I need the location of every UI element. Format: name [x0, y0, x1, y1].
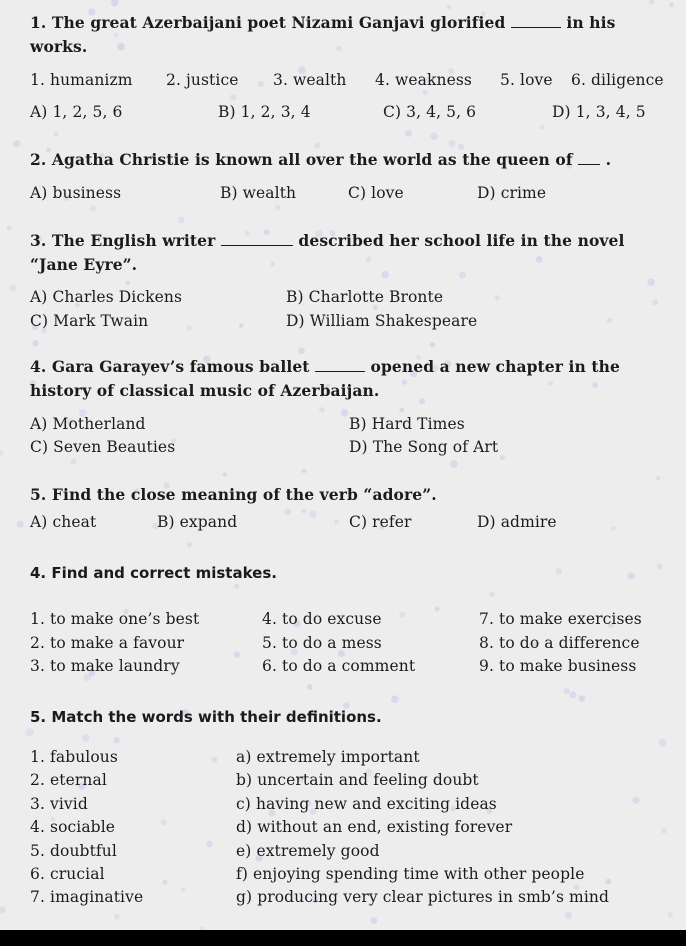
collocation-item: 5. to do a mess	[262, 634, 382, 652]
q2-stem-end: .	[605, 150, 612, 169]
match-word: 4. sociable	[30, 818, 116, 836]
q1-stem-text: 1. The great Azerbaijani poet Nizami Ganjavi glorified	[30, 13, 506, 32]
q1-item: 2. justice	[166, 71, 239, 89]
match-word: 1. fabulous	[30, 748, 118, 766]
q1-stem-line2: works.	[30, 37, 88, 56]
collocation-item: 2. to make a favour	[30, 634, 185, 652]
match-definition: d) without an end, existing forever	[236, 818, 513, 836]
q5-option-c[interactable]: C) refer	[349, 513, 412, 531]
q2-option-b[interactable]: B) wealth	[220, 184, 297, 202]
match-word: 6. crucial	[30, 865, 105, 883]
q4-option-d[interactable]: D) The Song of Art	[349, 438, 499, 456]
match-definition: g) producing very clear pictures in smb’s mind	[236, 888, 609, 906]
q3-stem-text: 3. The English writer	[30, 231, 216, 250]
q4-option-a[interactable]: A) Motherland	[30, 415, 146, 433]
q2-blank	[578, 150, 600, 165]
collocation-item: 8. to do a difference	[479, 634, 640, 652]
section5-heading: 5. Match the words with their definitions.	[30, 708, 382, 726]
q5-stem: 5. Find the close meaning of the verb “adore”.	[30, 485, 437, 504]
collocation-item: 4. to do excuse	[262, 610, 382, 628]
match-definition: e) extremely good	[236, 842, 380, 860]
collocation-item: 6. to do a comment	[262, 657, 416, 675]
collocation-item: 1. to make one’s best	[30, 610, 200, 628]
q4-option-c[interactable]: C) Seven Beauties	[30, 438, 176, 456]
q3-option-b[interactable]: B) Charlotte Bronte	[286, 288, 444, 306]
section4-heading: 4. Find and correct mistakes.	[30, 564, 277, 582]
q1-stem-line1	[30, 13, 615, 32]
q1-option-d[interactable]: D) 1, 3, 4, 5	[552, 103, 646, 121]
q1-option-c[interactable]: C) 3, 4, 5, 6	[383, 103, 477, 121]
match-definition: c) having new and exciting ideas	[236, 795, 497, 813]
q1-item: 4. weakness	[375, 71, 472, 89]
q5-option-b[interactable]: B) expand	[157, 513, 238, 531]
collocation-item: 9. to make business	[479, 657, 637, 675]
collocation-item: 7. to make exercises	[479, 610, 642, 628]
q2-option-a[interactable]: A) business	[30, 184, 122, 202]
match-word: 5. doubtful	[30, 842, 117, 860]
q3-stem-line1	[30, 231, 624, 250]
q4-stem-line2: history of classical music of Azerbaijan.	[30, 381, 380, 400]
q5-option-d[interactable]: D) admire	[477, 513, 557, 531]
q5-option-a[interactable]: A) cheat	[30, 513, 97, 531]
q4-stem-text-after: opened a new chapter in the	[370, 357, 620, 376]
q3-option-a[interactable]: A) Charles Dickens	[30, 288, 183, 306]
q3-blank	[221, 231, 293, 246]
q1-item: 5. love	[500, 71, 553, 89]
q2-option-d[interactable]: D) crime	[477, 184, 547, 202]
match-definition: b) uncertain and feeling doubt	[236, 771, 479, 789]
q4-stem-line1	[30, 357, 620, 376]
q3-stem-text-after: described her school life in the novel	[298, 231, 625, 250]
bottom-black-bar	[0, 930, 686, 946]
q2-option-c[interactable]: C) love	[348, 184, 404, 202]
q4-stem-text: 4. Gara Garayev’s famous ballet	[30, 357, 310, 376]
match-definition: a) extremely important	[236, 748, 420, 766]
q1-blank	[511, 13, 561, 28]
q1-item: 3. wealth	[273, 71, 347, 89]
q4-blank	[315, 357, 365, 372]
q3-option-d[interactable]: D) William Shakespeare	[286, 312, 478, 330]
q1-option-b[interactable]: B) 1, 2, 3, 4	[218, 103, 311, 121]
q3-option-c[interactable]: C) Mark Twain	[30, 312, 149, 330]
q1-option-a[interactable]: A) 1, 2, 5, 6	[30, 103, 123, 121]
q1-item: 1. humanizm	[30, 71, 133, 89]
q2-stem	[30, 150, 611, 169]
q1-stem-text-after: in his	[566, 13, 616, 32]
q3-stem-line2: “Jane Eyre”.	[30, 255, 138, 274]
collocation-item: 3. to make laundry	[30, 657, 180, 675]
q1-item: 6. diligence	[571, 71, 664, 89]
match-word: 3. vivid	[30, 795, 88, 813]
match-definition: f) enjoying spending time with other people	[236, 865, 585, 883]
match-word: 2. eternal	[30, 771, 107, 789]
q2-stem-text: 2. Agatha Christie is known all over the world as the queen of	[30, 150, 573, 169]
q4-option-b[interactable]: B) Hard Times	[349, 415, 465, 433]
match-word: 7. imaginative	[30, 888, 144, 906]
